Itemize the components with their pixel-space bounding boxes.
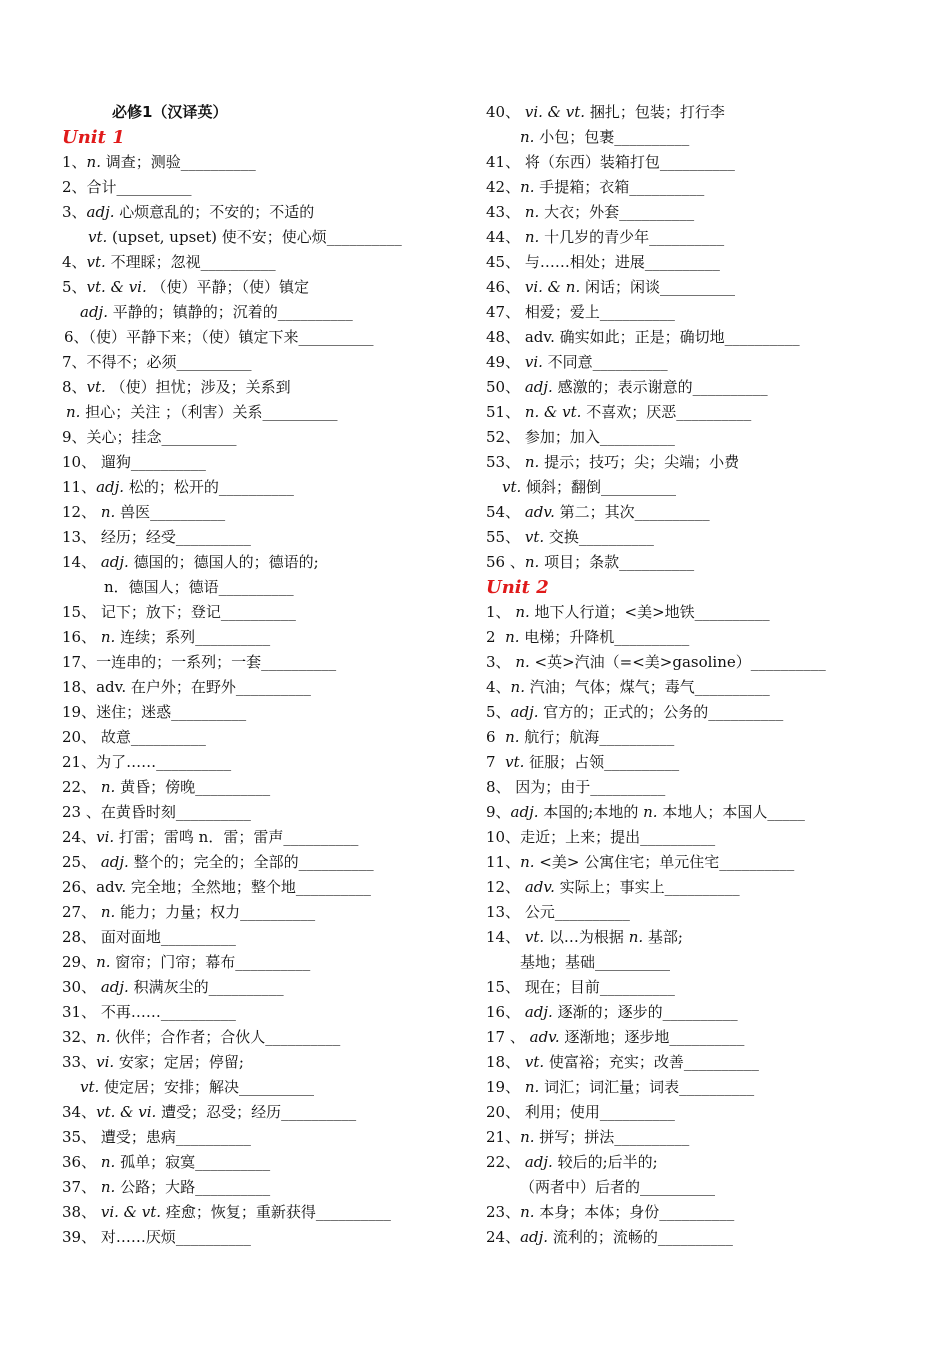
vocab-item <box>62 925 462 950</box>
vocab-text: 48、 adv. 确实如此；正是；确切地__________ <box>486 328 800 346</box>
vocab-text: 使定居；安排；解决__________ <box>99 1078 315 1096</box>
part-of-speech: n. <box>524 453 540 471</box>
vocab-text: 24、 <box>62 828 97 846</box>
part-of-speech: n. <box>100 503 116 521</box>
vocab-text: 基部; <box>643 928 683 946</box>
vocab-text: 13、 经历；经受__________ <box>62 528 251 546</box>
part-of-speech: n. <box>643 803 658 821</box>
part-of-speech: vi. <box>524 353 543 371</box>
vocab-item <box>62 650 462 675</box>
vocab-text: 47、 相爱；爱上__________ <box>486 303 675 321</box>
vocab-item <box>62 1150 462 1175</box>
part-of-speech: n. <box>628 928 644 946</box>
vocab-item <box>486 850 886 875</box>
vocab-text: 50、 <box>486 378 525 396</box>
vocab-text: 逐渐地；逐步地__________ <box>559 1028 745 1046</box>
vocab-text: 5、 <box>486 703 511 721</box>
vocab-text: 17 、 <box>486 1028 530 1046</box>
vocab-text: 十几岁的青少年__________ <box>539 228 725 246</box>
vocab-text: （使）担忧；涉及；关系到 <box>105 378 291 396</box>
part-of-speech: vt. <box>86 253 106 271</box>
vocab-item <box>62 475 462 500</box>
part-of-speech: adj. <box>80 303 108 321</box>
vocab-item <box>486 550 886 575</box>
part-of-speech: adv. <box>524 503 555 521</box>
vocab-text: n．德国人；德语__________ <box>104 578 294 596</box>
vocab-text: 30、 <box>62 978 101 996</box>
vocab-text: 3、 <box>486 653 516 671</box>
vocab-text: 36、 <box>62 1153 101 1171</box>
vocab-item <box>62 675 462 700</box>
vocab-item <box>486 375 886 400</box>
vocab-item <box>62 1200 462 1225</box>
part-of-speech: vi. & vt. <box>100 1203 162 1221</box>
part-of-speech: n. <box>100 1153 116 1171</box>
vocab-text: 56 、 <box>486 553 525 571</box>
vocab-text: 14、 <box>486 928 525 946</box>
vocab-text: 本国的;本地的 <box>538 803 644 821</box>
vocab-item <box>486 150 886 175</box>
vocab-text: 21、 <box>486 1128 521 1146</box>
vocab-item <box>486 125 886 150</box>
vocab-item <box>486 900 886 925</box>
vocab-text: 40、 <box>486 103 525 121</box>
vocab-item <box>486 600 886 625</box>
vocab-item <box>486 1175 886 1200</box>
vocab-item <box>486 1000 886 1025</box>
part-of-speech: adj. <box>86 203 115 221</box>
vocab-item <box>62 975 462 1000</box>
vocab-text: 16、 <box>62 628 101 646</box>
part-of-speech: n. & vt. <box>524 403 582 421</box>
vocab-item <box>62 275 462 300</box>
right-column <box>486 100 886 1250</box>
vocab-text: 调查；测验__________ <box>100 153 256 171</box>
vocab-text: 拼写；拼法__________ <box>534 1128 690 1146</box>
part-of-speech: n. <box>510 678 525 696</box>
vocab-text: 不同意__________ <box>542 353 668 371</box>
vocab-text: 38、 <box>62 1203 101 1221</box>
vocab-item <box>486 225 886 250</box>
part-of-speech: adj. <box>100 553 129 571</box>
part-of-speech: vt. <box>80 1078 100 1096</box>
vocab-text: 10、走近；上来；提出__________ <box>486 828 716 846</box>
vocab-text: 13、 公元__________ <box>486 903 630 921</box>
part-of-speech: vi. <box>96 828 115 846</box>
vocab-text: 7、不得不；必须__________ <box>62 353 252 371</box>
left-column <box>62 100 462 1250</box>
part-of-speech: n. <box>524 203 540 221</box>
vocab-text: 8、 因为；由于__________ <box>486 778 666 796</box>
part-of-speech: adj. <box>524 1003 553 1021</box>
part-of-speech: n. <box>520 1128 535 1146</box>
part-of-speech: vt. <box>86 378 106 396</box>
vocab-item <box>62 1075 462 1100</box>
vocab-text: 16、 <box>486 1003 525 1021</box>
vocab-text: 5、 <box>62 278 87 296</box>
part-of-speech: adj. <box>100 978 129 996</box>
vocab-item <box>486 300 886 325</box>
part-of-speech: n. <box>520 853 535 871</box>
vocab-text: 34、 <box>62 1103 97 1121</box>
vocab-item <box>486 975 886 1000</box>
vocab-item <box>486 700 886 725</box>
vocab-item <box>486 450 886 475</box>
vocab-item <box>486 1050 886 1075</box>
vocab-text: 能力；力量；权力__________ <box>115 903 316 921</box>
part-of-speech: n. <box>505 728 520 746</box>
vocab-item <box>62 950 462 975</box>
vocab-text: 20、 利用；使用__________ <box>486 1103 675 1121</box>
vocab-item <box>486 175 886 200</box>
vocab-text: 9、关心；挂念__________ <box>62 428 237 446</box>
vocab-item <box>486 275 886 300</box>
vocab-text: 37、 <box>62 1178 101 1196</box>
vocab-text: 8、 <box>62 378 87 396</box>
vocab-text: 18、 <box>486 1053 525 1071</box>
vocab-text: 55、 <box>486 528 525 546</box>
vocab-text: 23 、在黄昏时刻__________ <box>62 803 251 821</box>
vocab-text: 实际上；事实上__________ <box>554 878 740 896</box>
part-of-speech: vt. <box>524 928 545 946</box>
vocab-text: 逐渐的；逐步的__________ <box>552 1003 738 1021</box>
vocab-text: 本身；本体；身份__________ <box>534 1203 735 1221</box>
part-of-speech: vt. & vi. <box>96 1103 157 1121</box>
vocab-item <box>62 250 462 275</box>
vocab-text: 遭受；忍受；经历__________ <box>156 1103 357 1121</box>
vocab-item <box>62 450 462 475</box>
part-of-speech: adj. <box>510 803 539 821</box>
vocab-text: 11、 <box>486 853 521 871</box>
vocab-text: 积满灰尘的__________ <box>128 978 284 996</box>
part-of-speech: vt. <box>505 753 525 771</box>
vocab-text: 地下人行道；<美>地铁__________ <box>529 603 770 621</box>
vocab-text: 孤单；寂寞__________ <box>115 1153 271 1171</box>
vocab-text: 征服；占领__________ <box>524 753 680 771</box>
part-of-speech: n. <box>524 553 540 571</box>
part-of-speech: n. <box>515 653 530 671</box>
part-of-speech: adj. <box>96 478 125 496</box>
part-of-speech: adj. <box>100 853 129 871</box>
vocab-item <box>62 700 462 725</box>
vocab-text: 35、 遭受；患病__________ <box>62 1128 251 1146</box>
part-of-speech: n. <box>524 1078 540 1096</box>
vocab-text: 41、 将（东西）装箱打包__________ <box>486 153 735 171</box>
vocab-item <box>486 775 886 800</box>
vocab-text: 18、adv. 在户外；在野外__________ <box>62 678 311 696</box>
vocab-text: 17、一连串的；一系列；一套__________ <box>62 653 337 671</box>
vocab-item <box>486 825 886 850</box>
vocab-text: 22、 <box>62 778 101 796</box>
vocab-item <box>486 725 886 750</box>
part-of-speech: n. <box>100 628 116 646</box>
vocab-text: 32、 <box>62 1028 97 1046</box>
vocab-text: 42、 <box>486 178 521 196</box>
part-of-speech: n. <box>520 1203 535 1221</box>
vocab-text: 12、 <box>486 878 525 896</box>
vocab-item <box>486 675 886 700</box>
vocab-item <box>486 1025 886 1050</box>
vocab-item <box>62 300 462 325</box>
vocab-text: 松的；松开的__________ <box>124 478 294 496</box>
vocab-item <box>62 850 462 875</box>
part-of-speech: n. <box>515 603 530 621</box>
vocab-text: 不理睬；忽视__________ <box>105 253 276 271</box>
part-of-speech: vt. & vi. <box>86 278 147 296</box>
vocab-text: 黄昏；傍晚__________ <box>115 778 271 796</box>
vocab-text: 15、 现在；目前__________ <box>486 978 675 996</box>
vocab-text: 33、 <box>62 1053 97 1071</box>
vocab-item <box>62 150 462 175</box>
vocab-item <box>62 375 462 400</box>
vocab-item <box>62 875 462 900</box>
vocab-text: 平静的；镇静的；沉着的__________ <box>107 303 353 321</box>
vocab-text: 6 <box>486 728 506 746</box>
vocab-item <box>486 325 886 350</box>
vocab-text: 1、 <box>62 153 87 171</box>
unit-heading: Unit 2 <box>486 577 549 598</box>
vocab-text: 11、 <box>62 478 97 496</box>
vocab-text: 15、 记下；放下；登记__________ <box>62 603 296 621</box>
vocab-text: 航行；航海__________ <box>519 728 675 746</box>
vocab-item <box>486 425 886 450</box>
vocab-text: 交换__________ <box>544 528 654 546</box>
vocab-text: 大衣；外套__________ <box>539 203 695 221</box>
vocab-item <box>62 575 462 600</box>
vocab-item <box>62 800 462 825</box>
vocab-text: 4、 <box>486 678 511 696</box>
part-of-speech: adj. <box>524 378 553 396</box>
vocab-item <box>62 750 462 775</box>
vocab-item <box>486 1100 886 1125</box>
part-of-speech: vt. <box>88 228 108 246</box>
vocab-text: 官方的；正式的；公务的__________ <box>538 703 784 721</box>
part-of-speech: n. <box>524 228 540 246</box>
vocab-item <box>62 775 462 800</box>
vocab-item <box>486 950 886 975</box>
vocab-text: 较后的;后半的; <box>552 1153 658 1171</box>
vocab-item <box>62 175 462 200</box>
vocab-text: 3、 <box>62 203 87 221</box>
vocab-text: 心烦意乱的；不安的；不适的 <box>114 203 315 221</box>
vocab-text: 痊愈；恢复；重新获得__________ <box>161 1203 391 1221</box>
part-of-speech: n. <box>100 1178 116 1196</box>
vocab-text: (upset, upset) 使不安；使心烦__________ <box>107 228 402 246</box>
vocab-item <box>62 500 462 525</box>
vocab-item <box>62 350 462 375</box>
vocab-item <box>486 650 886 675</box>
vocab-text: 本地人；本国人_____ <box>657 803 805 821</box>
part-of-speech: vt. <box>524 528 545 546</box>
part-of-speech: n. <box>100 778 116 796</box>
vocab-text: 26、adv. 完全地；全然地；整个地__________ <box>62 878 371 896</box>
vocab-text: 担心；关注 ；（利害）关系__________ <box>80 403 338 421</box>
vocab-text: 29、 <box>62 953 97 971</box>
vocab-text: 49、 <box>486 353 525 371</box>
part-of-speech: n. <box>96 1028 111 1046</box>
vocab-text: 53、 <box>486 453 525 471</box>
vocab-text: （两者中）后者的__________ <box>520 1178 716 1196</box>
part-of-speech: adj. <box>520 1228 549 1246</box>
vocab-text: 22、 <box>486 1153 525 1171</box>
vocab-text: 不喜欢；厌恶__________ <box>581 403 752 421</box>
vocab-text: 4、 <box>62 253 87 271</box>
vocab-text: 词汇；词汇量；词表__________ <box>539 1078 755 1096</box>
vocab-item <box>486 1225 886 1250</box>
vocab-text: 2 <box>486 628 506 646</box>
vocab-item <box>486 100 886 125</box>
vocab-item <box>62 1050 462 1075</box>
vocab-text: 感激的；表示谢意的__________ <box>552 378 768 396</box>
part-of-speech: n. <box>66 403 81 421</box>
vocab-item <box>62 900 462 925</box>
vocab-text: 以…为根据 <box>544 928 629 946</box>
vocab-item <box>62 425 462 450</box>
vocab-text: 12、 <box>62 503 101 521</box>
vocab-text: 19、迷住；迷惑__________ <box>62 703 247 721</box>
vocab-text: 25、 <box>62 853 101 871</box>
vocab-item <box>486 350 886 375</box>
part-of-speech: adj. <box>524 1153 553 1171</box>
vocab-text: 1、 <box>486 603 516 621</box>
vocab-item <box>486 1200 886 1225</box>
vocab-text: 小包；包裹__________ <box>534 128 690 146</box>
vocab-text: 54、 <box>486 503 525 521</box>
part-of-speech: n. <box>86 153 101 171</box>
vocab-item <box>62 825 462 850</box>
vocab-text: 整个的；完全的；全部的__________ <box>128 853 374 871</box>
vocab-item <box>62 400 462 425</box>
vocab-text: 基地；基础__________ <box>520 953 671 971</box>
vocab-text: 手提箱；衣箱__________ <box>534 178 705 196</box>
vocab-item <box>486 500 886 525</box>
vocab-item <box>62 325 462 350</box>
vocab-text: 31、 不再……__________ <box>62 1003 236 1021</box>
vocab-item <box>62 1100 462 1125</box>
part-of-speech: n. <box>520 128 535 146</box>
vocab-text: 39、 对……厌烦__________ <box>62 1228 251 1246</box>
vocab-item <box>486 625 886 650</box>
vocab-text: 6、（使）平静下来；（使）镇定下来__________ <box>64 328 374 346</box>
vocab-item <box>486 1125 886 1150</box>
page-title: 必修1（汉译英） <box>112 103 228 121</box>
part-of-speech: adv. <box>524 878 555 896</box>
vocab-item <box>62 1000 462 1025</box>
vocab-item <box>486 525 886 550</box>
vocab-text: 19、 <box>486 1078 525 1096</box>
part-of-speech: vi. & n. <box>524 278 581 296</box>
vocab-text: 9、 <box>486 803 511 821</box>
vocab-text: 27、 <box>62 903 101 921</box>
vocab-text: <美> 公寓住宅；单元住宅__________ <box>534 853 795 871</box>
part-of-speech: vt. <box>502 478 522 496</box>
vocab-item <box>486 925 886 950</box>
vocab-item <box>486 1150 886 1175</box>
vocab-text: 52、 参加；加入__________ <box>486 428 675 446</box>
vocab-text: 连续；系列__________ <box>115 628 271 646</box>
vocab-text: 45、 与……相处；进展__________ <box>486 253 720 271</box>
vocab-text: 46、 <box>486 278 525 296</box>
vocab-text: 51、 <box>486 403 525 421</box>
vocab-text: 23、 <box>486 1203 521 1221</box>
part-of-speech: n. <box>520 178 535 196</box>
vocab-text: 21、为了……__________ <box>62 753 232 771</box>
vocab-item <box>62 225 462 250</box>
vocab-item <box>486 475 886 500</box>
vocab-item <box>62 1225 462 1250</box>
vocab-text: 20、 故意__________ <box>62 728 206 746</box>
vocab-text: 流利的；流畅的__________ <box>548 1228 733 1246</box>
vocab-item <box>486 250 886 275</box>
vocab-text: 28、 面对面地__________ <box>62 928 236 946</box>
vocab-item <box>62 525 462 550</box>
vocab-item <box>62 725 462 750</box>
part-of-speech: n. <box>100 903 116 921</box>
vocab-text: 捆扎；包装；打行李 <box>585 103 725 121</box>
part-of-speech: vt. <box>524 1053 545 1071</box>
vocab-item <box>62 550 462 575</box>
vocab-text: 公路；大路__________ <box>115 1178 271 1196</box>
vocab-text: 打雷；雷鸣 n．雷；雷声__________ <box>114 828 359 846</box>
vocab-item <box>62 600 462 625</box>
vocab-item <box>62 200 462 225</box>
vocab-text: 电梯；升降机__________ <box>519 628 690 646</box>
vocab-item <box>486 400 886 425</box>
vocab-text: <英>汽油（=<美>gasoline）__________ <box>529 653 826 671</box>
vocab-item <box>62 625 462 650</box>
vocab-text: 德国的；德国人的；德语的; <box>128 553 319 571</box>
vocab-item <box>486 200 886 225</box>
vocab-text: （使）平静；（使）镇定 <box>146 278 310 296</box>
vocab-text: 安家；定居；停留; <box>114 1053 244 1071</box>
vocab-text: 44、 <box>486 228 525 246</box>
vocab-text: 项目；条款__________ <box>539 553 695 571</box>
vocab-text: 汽油；气体；煤气；毒气__________ <box>524 678 770 696</box>
vocab-text: 14、 <box>62 553 101 571</box>
vocab-text: 43、 <box>486 203 525 221</box>
vocab-text: 使富裕；充实；改善__________ <box>544 1053 759 1071</box>
vocab-text: 2、合计__________ <box>62 178 192 196</box>
vocab-text: 第二；其次__________ <box>554 503 710 521</box>
vocab-text: 7 <box>486 753 506 771</box>
vocab-text: 10、 遛狗__________ <box>62 453 206 471</box>
vocab-text: 闲话；闲谈__________ <box>580 278 735 296</box>
part-of-speech: adv. <box>529 1028 560 1046</box>
vocab-item <box>486 750 886 775</box>
vocab-item <box>486 800 886 825</box>
vocab-text: 兽医__________ <box>115 503 226 521</box>
vocab-item <box>62 1125 462 1150</box>
part-of-speech: adj. <box>510 703 539 721</box>
vocab-text: 伙伴；合作者；合伙人__________ <box>110 1028 341 1046</box>
vocab-item <box>62 1025 462 1050</box>
part-of-speech: n. <box>96 953 111 971</box>
vocab-text: 窗帘；门帘；幕布__________ <box>110 953 311 971</box>
part-of-speech: vi. & vt. <box>524 103 586 121</box>
unit-heading: Unit 1 <box>62 127 125 148</box>
vocab-text: 提示；技巧；尖；尖端；小费 <box>539 453 740 471</box>
vocab-item <box>62 1175 462 1200</box>
vocab-item <box>486 875 886 900</box>
vocab-item <box>486 1075 886 1100</box>
part-of-speech: n. <box>505 628 520 646</box>
part-of-speech: vi. <box>96 1053 115 1071</box>
vocab-text: 倾斜；翻倒__________ <box>521 478 677 496</box>
vocab-text: 24、 <box>486 1228 521 1246</box>
